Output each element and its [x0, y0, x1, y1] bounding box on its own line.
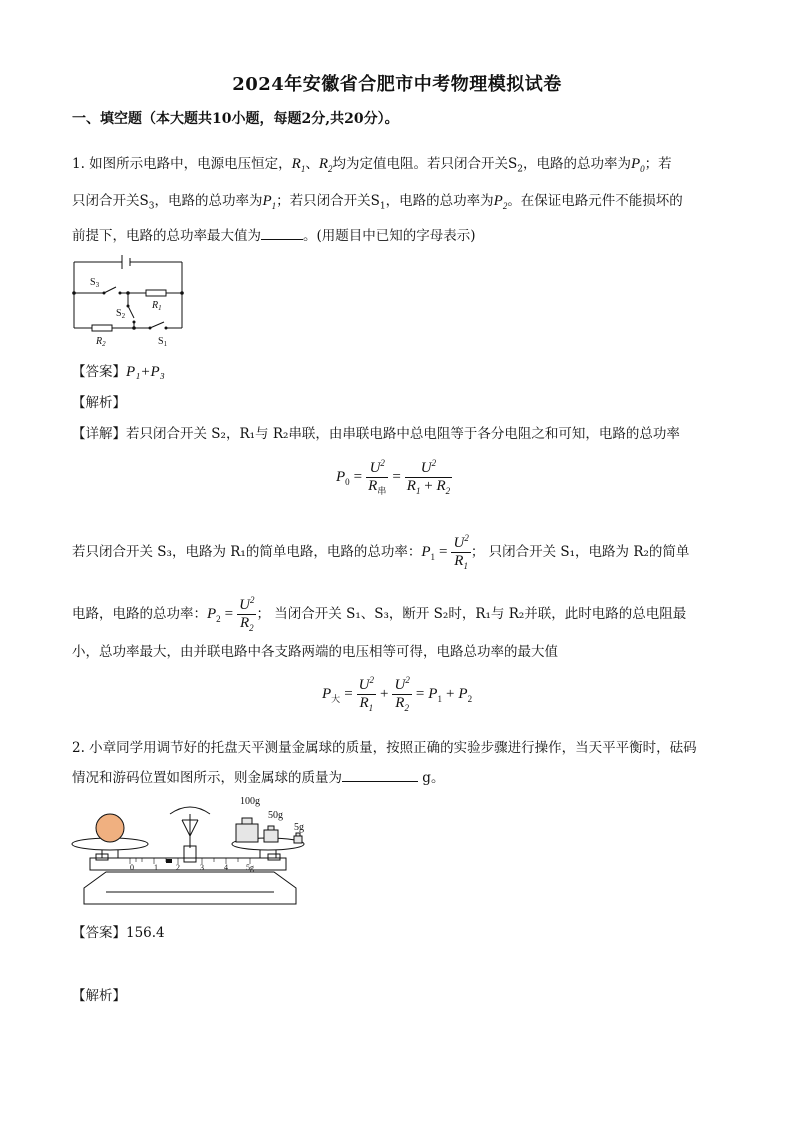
r2-symbol: $R_2$	[318, 156, 333, 174]
q1-line-3: 前提下，电路的总功率最大值为 。(用题目中已知的字母表示)	[72, 228, 476, 244]
label-r2: $R_2$	[96, 336, 106, 348]
q1-line-1: 1. 如图所示电路中，电源电压恒定，$R_1$、$R_2$均为定值电阻。若只闭合开关$S_2$，电路的总功率为$P_0$；若	[72, 156, 672, 175]
weight-5g-label: 5g	[294, 822, 304, 833]
scale-tick-0: 0	[130, 863, 134, 872]
circuit-diagram	[68, 252, 188, 348]
weight-50g-label: 50g	[268, 810, 283, 821]
q1-detail-4: 小，总功率最大，由并联电路中各支路两端的电压相等可得，电路总功率的最大值	[72, 644, 558, 660]
s2-symbol: $S_2$	[508, 156, 523, 175]
label-s3: $S_3$	[90, 277, 100, 289]
q1-detail-1: 【详解】若只闭合开关 S₂，R₁与 R₂串联，由串联电路中总电阻等于各分电阻之和可知，电路的总功率	[72, 426, 680, 442]
r1-symbol: $R_1$	[291, 156, 306, 174]
q1-text: 1. 如图所示电路中，电源电压恒定，	[72, 156, 292, 172]
equation-max-power: $P_大$ = $\frac{U^2}{R_1}$ + $\frac{U^2}{R_2}$ = $P_1 + P_2$	[322, 672, 472, 717]
equation-series-power: $P_0$ = $\frac{U^2}{R_串}$ = $\frac{U^2}{R_1 + R_2}$	[336, 455, 452, 500]
weight-100g-label: 100g	[240, 796, 260, 807]
q1-detail-2: 若只闭合开关 S₃，电路为 R₁的简单电路，电路的总功率：$P_1$ = $\frac{U^2}{R_1}$ ； 只闭合开关 S₁，电路为 R₂的简单	[72, 530, 689, 575]
q1-analysis-label: 【解析】	[72, 395, 126, 411]
label-r1: $R_1$	[152, 300, 162, 312]
q2-line-2: 情况和游码位置如图所示，则金属球的质量为 g。	[72, 770, 445, 786]
q2-line-1: 2. 小章同学用调节好的托盘天平测量金属球的质量，按照正确的实验步骤进行操作，当天平平衡时，砝码	[72, 740, 697, 756]
q2-answer-value: 156.4	[126, 925, 165, 941]
page-title: 2024年安徽省合肥市中考物理模拟试卷	[232, 74, 562, 95]
q2-analysis-label: 【解析】	[72, 988, 126, 1004]
answer-blank-2[interactable]	[342, 769, 418, 782]
answer-blank[interactable]	[261, 227, 303, 240]
p0-symbol: $P_0$	[631, 156, 645, 174]
q1-detail-3: 电路，电路的总功率：$P_2$ = $\frac{U^2}{R_2}$ ； 当闭合开关 S₁、S₃，断开 S₂时，R₁与 R₂并联，此时电路的总电阻最	[72, 592, 686, 637]
scale-tick-1: 1	[154, 863, 158, 872]
balance-diagram	[70, 792, 310, 908]
label-s1: $S_1$	[158, 336, 168, 348]
q1-answer-value: P₁+P₃	[126, 364, 165, 380]
scale-tick-3: 3	[200, 863, 204, 872]
q1-answer: 【答案】P₁+P₃	[72, 364, 165, 380]
q2-answer: 【答案】156.4	[72, 925, 165, 941]
section-heading: 一、填空题（本大题共10小题，每题2分,共20分）。	[72, 111, 399, 127]
label-s2: $S_2$	[116, 308, 126, 320]
scale-tick-4: 4	[224, 863, 228, 872]
q1-line-2: 只闭合开关$S_3$，电路的总功率为$P_1$；若只闭合开关$S_1$，电路的总功率为$P_2$。在保证电路元件不能损坏的	[72, 193, 683, 212]
scale-tick-5g: 5g	[246, 863, 254, 872]
scale-tick-2: 2	[176, 863, 180, 872]
